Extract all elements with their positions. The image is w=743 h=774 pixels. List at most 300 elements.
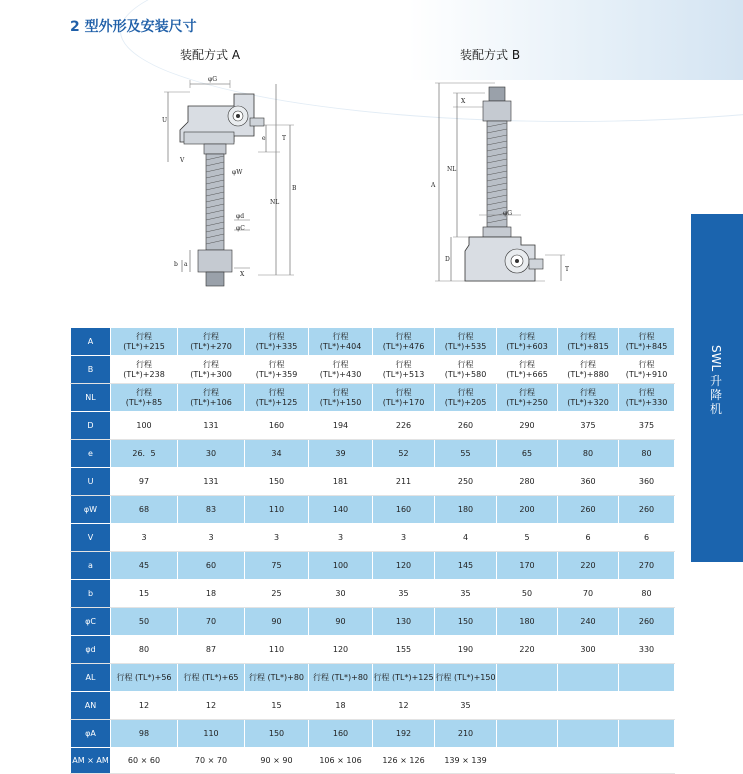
table-cell xyxy=(619,748,675,774)
cell-text-line: (TL*)+665 xyxy=(506,369,548,379)
table-cell xyxy=(435,384,497,412)
table-cell xyxy=(497,440,558,468)
table-cell xyxy=(497,468,558,496)
table-cell xyxy=(497,664,558,692)
table-cell xyxy=(373,692,435,720)
cell-text-line: 90 × 90 xyxy=(260,755,293,765)
cell-text-line: 12 xyxy=(138,700,150,710)
table-cell xyxy=(373,440,435,468)
table-cell xyxy=(435,608,497,636)
cell-text-line: 194 xyxy=(332,420,349,430)
cell-text-line: 139 × 139 xyxy=(444,755,487,765)
cell-text-line: 70 xyxy=(205,616,217,626)
cell-text-line: 行程 xyxy=(136,331,152,341)
table-cell xyxy=(435,748,497,774)
table-cell xyxy=(309,748,373,774)
cell-text-line: 300 xyxy=(580,644,596,654)
cell-text-line: 35 xyxy=(460,588,471,598)
cell-text-line: 行程 (TL*)+80 xyxy=(312,672,368,682)
table-cell xyxy=(558,748,619,774)
dim-label-u: U xyxy=(162,117,168,124)
cell-text-line: 6 xyxy=(585,532,591,542)
cell-text-line: 150 xyxy=(268,476,285,486)
table-cell xyxy=(178,580,245,608)
table-cell xyxy=(111,608,178,636)
cell-text-line: 行程 xyxy=(332,387,349,397)
dim-label-a: a xyxy=(184,261,188,268)
cell-text-line: (TL*)+250 xyxy=(506,397,548,407)
dim-label-c: φC xyxy=(236,225,245,232)
cell-text-line: 80 xyxy=(582,448,594,458)
row-header: V xyxy=(71,524,111,552)
cell-text-line: 18 xyxy=(205,588,217,598)
table-row xyxy=(71,692,675,720)
table-cell xyxy=(619,608,675,636)
cell-text-line: 行程 xyxy=(203,359,219,369)
table-cell xyxy=(619,356,675,384)
table-cell xyxy=(309,608,373,636)
table-cell xyxy=(619,384,675,412)
cell-text-line: 行程 xyxy=(268,331,285,341)
cell-text-line: 65 xyxy=(521,448,533,458)
cell-text-line: 30 xyxy=(205,448,217,458)
cell-text-line: 270 xyxy=(638,560,655,570)
table-cell xyxy=(178,356,245,384)
table-cell xyxy=(619,440,675,468)
cell-text-line: 3 xyxy=(337,532,344,542)
cell-text-line: 行程 xyxy=(580,331,596,341)
cell-text-line: 150 xyxy=(268,728,285,738)
cell-text-line: 140 xyxy=(332,504,349,514)
row-header: D xyxy=(71,412,111,440)
dim-label-t: T xyxy=(282,135,287,142)
cell-text-line: 30 xyxy=(335,588,346,598)
dim-label-g: φG xyxy=(208,76,217,83)
row-header: a xyxy=(71,552,111,580)
table-cell xyxy=(497,720,558,748)
cell-text-line: 330 xyxy=(638,644,655,654)
cell-text-line: 120 xyxy=(332,644,349,654)
cell-text-line: 80 xyxy=(641,588,652,598)
table-cell xyxy=(111,384,178,412)
table-cell xyxy=(111,720,178,748)
table-cell xyxy=(309,356,373,384)
cell-text-line: (TL*)+330 xyxy=(625,397,668,407)
table-cell xyxy=(178,608,245,636)
table-cell xyxy=(178,468,245,496)
cell-text-line: (TL*)+106 xyxy=(190,397,232,407)
cell-text-line: 260 xyxy=(580,504,596,514)
cell-text-line: 行程 xyxy=(519,359,535,369)
table-cell xyxy=(435,356,497,384)
cell-text-line: 34 xyxy=(271,448,282,458)
cell-text-line: 行程 xyxy=(332,359,349,369)
table-row xyxy=(71,608,675,636)
table-cell xyxy=(245,608,309,636)
cell-text-line: 260 xyxy=(638,504,655,514)
table-cell xyxy=(373,636,435,664)
table-cell xyxy=(619,496,675,524)
table-cell xyxy=(178,328,245,356)
cell-text-line: 160 xyxy=(268,420,285,430)
cell-text-line: 行程 xyxy=(457,331,474,341)
table-cell xyxy=(497,692,558,720)
table-cell xyxy=(558,524,619,552)
table-cell xyxy=(111,468,178,496)
cell-text-line: 55 xyxy=(460,448,471,458)
cell-text-line: (TL*)+125 xyxy=(255,397,298,407)
cell-text-line: 3 xyxy=(208,532,214,542)
table-row xyxy=(71,468,675,496)
cell-text-line: 210 xyxy=(457,728,474,738)
cell-text-line: 70 xyxy=(582,588,594,598)
dim-label-a-b: A xyxy=(431,182,436,189)
row-header: AN xyxy=(71,692,111,720)
table-cell xyxy=(558,608,619,636)
dim-label-b-upper: B xyxy=(292,185,297,192)
cell-text-line: 3 xyxy=(400,532,407,542)
table-cell xyxy=(245,636,309,664)
cell-text-line: 26．5 xyxy=(132,448,156,458)
table-cell xyxy=(245,720,309,748)
cell-text-line: 260 xyxy=(638,616,655,626)
cell-text-line: 80 xyxy=(138,644,150,654)
table-cell xyxy=(558,552,619,580)
table-cell xyxy=(178,524,245,552)
table-cell xyxy=(178,748,245,774)
table-cell xyxy=(373,748,435,774)
row-header: b xyxy=(71,580,111,608)
cell-text-line: 250 xyxy=(457,476,474,486)
table-cell xyxy=(558,468,619,496)
cell-text-line: 70 × 70 xyxy=(194,755,228,765)
cell-text-line: 90 xyxy=(271,616,282,626)
table-cell xyxy=(435,636,497,664)
cell-text-line: 行程 (TL*)+150 xyxy=(435,672,496,682)
cell-text-line: 60 × 60 xyxy=(127,755,161,765)
table-cell xyxy=(497,524,558,552)
cell-text-line: 375 xyxy=(580,420,596,430)
cell-text-line: 126 × 126 xyxy=(382,755,425,765)
table-cell xyxy=(178,412,245,440)
cell-text-line: 200 xyxy=(519,504,535,514)
table-cell xyxy=(111,580,178,608)
cell-text-line: 行程 (TL*)+80 xyxy=(248,672,304,682)
cell-text-line: 行程 xyxy=(519,331,535,341)
table-cell xyxy=(309,496,373,524)
table-cell xyxy=(497,384,558,412)
cell-text-line: (TL*)+335 xyxy=(255,341,298,351)
table-row xyxy=(71,720,675,748)
table-cell xyxy=(558,720,619,748)
cell-text-line: (TL*)+404 xyxy=(319,341,362,351)
table-cell xyxy=(309,552,373,580)
table-row xyxy=(71,440,675,468)
cell-text-line: 110 xyxy=(268,644,285,654)
cell-text-line: 220 xyxy=(580,560,596,570)
cell-text-line: 180 xyxy=(519,616,535,626)
cell-text-line: 行程 (TL*)+65 xyxy=(183,672,239,682)
table-cell xyxy=(178,720,245,748)
table-cell xyxy=(309,664,373,692)
cell-text-line: 106 × 106 xyxy=(319,755,362,765)
row-header: φW xyxy=(71,496,111,524)
row-header: AL xyxy=(71,664,111,692)
table-cell xyxy=(309,580,373,608)
cell-text-line: (TL*)+85 xyxy=(125,397,163,407)
cell-text-line: 131 xyxy=(203,420,219,430)
table-cell xyxy=(558,384,619,412)
table-cell xyxy=(245,384,309,412)
table-cell xyxy=(178,552,245,580)
cell-text-line: 211 xyxy=(395,476,412,486)
cell-text-line: 行程 xyxy=(638,387,655,397)
cell-text-line: 190 xyxy=(457,644,474,654)
cell-text-line: (TL*)+300 xyxy=(190,369,232,379)
cell-text-line: 170 xyxy=(519,560,535,570)
table-cell xyxy=(245,664,309,692)
table-row xyxy=(71,636,675,664)
cell-text-line: 160 xyxy=(332,728,349,738)
cell-text-line: 行程 xyxy=(332,331,349,341)
cell-text-line: 110 xyxy=(203,728,219,738)
cell-text-line: 35 xyxy=(398,588,409,598)
table-cell xyxy=(558,496,619,524)
cell-text-line: (TL*)+215 xyxy=(123,341,165,351)
cell-text-line: 131 xyxy=(203,476,219,486)
cell-text-line: 行程 xyxy=(395,359,412,369)
cell-text-line: 45 xyxy=(138,560,150,570)
dim-label-w: φW xyxy=(232,169,243,176)
cell-text-line: (TL*)+430 xyxy=(319,369,362,379)
table-cell xyxy=(309,468,373,496)
cell-text-line: 360 xyxy=(580,476,596,486)
table-cell xyxy=(373,384,435,412)
table-cell xyxy=(245,552,309,580)
cell-text-line: (TL*)+270 xyxy=(190,341,232,351)
cell-text-line: 100 xyxy=(332,560,349,570)
table-row xyxy=(71,748,675,774)
cell-text-line: 行程 xyxy=(457,387,474,397)
table-row xyxy=(71,524,675,552)
table-cell xyxy=(111,496,178,524)
table-cell xyxy=(619,412,675,440)
table-cell xyxy=(245,468,309,496)
cell-text-line: 行程 xyxy=(136,359,152,369)
cell-text-line: 52 xyxy=(398,448,409,458)
table-row xyxy=(71,412,675,440)
table-cell xyxy=(309,412,373,440)
cell-text-line: 90 xyxy=(335,616,346,626)
table-cell xyxy=(373,664,435,692)
cell-text-line: (TL*)+476 xyxy=(382,341,425,351)
row-header: B xyxy=(71,356,111,384)
cell-text-line: (TL*)+513 xyxy=(382,369,425,379)
cell-text-line: 155 xyxy=(395,644,412,654)
cell-text-line: 192 xyxy=(395,728,412,738)
table-cell xyxy=(497,412,558,440)
dim-label-b: b xyxy=(174,261,178,268)
table-cell xyxy=(435,412,497,440)
cell-text-line: 行程 xyxy=(203,387,219,397)
cell-text-line: 130 xyxy=(395,616,412,626)
cell-text-line: (TL*)+880 xyxy=(567,369,609,379)
dim-label-x: X xyxy=(240,271,245,278)
table-cell xyxy=(245,692,309,720)
cell-text-line: 行程 xyxy=(580,359,596,369)
cell-text-line: 180 xyxy=(457,504,474,514)
cell-text-line: 75 xyxy=(271,560,282,570)
cell-text-line: 240 xyxy=(580,616,596,626)
cell-text-line: 50 xyxy=(521,588,533,598)
cell-text-line: 12 xyxy=(205,700,217,710)
table-cell xyxy=(111,412,178,440)
table-cell xyxy=(111,692,178,720)
table-cell xyxy=(373,496,435,524)
cell-text-line: 160 xyxy=(395,504,412,514)
cell-text-line: (TL*)+815 xyxy=(567,341,609,351)
table-cell xyxy=(619,664,675,692)
table-cell xyxy=(497,580,558,608)
dim-label-nl: NL xyxy=(270,199,280,206)
table-cell xyxy=(111,328,178,356)
cell-text-line: 87 xyxy=(205,644,217,654)
table-cell xyxy=(245,496,309,524)
cell-text-line: 行程 xyxy=(457,359,474,369)
cell-text-line: 68 xyxy=(138,504,150,514)
table-row xyxy=(71,580,675,608)
cell-text-line: (TL*)+910 xyxy=(625,369,668,379)
dim-label-v: V xyxy=(180,157,185,164)
cell-text-line: (TL*)+238 xyxy=(123,369,165,379)
cell-text-line: 行程 xyxy=(395,331,412,341)
cell-text-line: 260 xyxy=(457,420,474,430)
cell-text-line: 行程 (TL*)+56 xyxy=(116,672,172,682)
cell-text-line: 12 xyxy=(398,700,409,710)
table-cell xyxy=(435,692,497,720)
cell-text-line: 83 xyxy=(205,504,217,514)
cell-text-line: 行程 xyxy=(395,387,412,397)
dim-label-g-b: φG xyxy=(503,210,512,217)
cell-text-line: 行程 (TL*)+125 xyxy=(373,672,434,682)
table-cell xyxy=(558,328,619,356)
table-cell xyxy=(178,384,245,412)
table-cell xyxy=(373,552,435,580)
side-tab-label xyxy=(706,345,726,416)
table-cell xyxy=(619,328,675,356)
cell-text-line: 290 xyxy=(519,420,535,430)
table-cell xyxy=(435,440,497,468)
table-cell xyxy=(245,328,309,356)
cell-text-line: 375 xyxy=(638,420,655,430)
side-tab-latin: SWL xyxy=(709,345,723,372)
cell-text-line: 145 xyxy=(457,560,474,570)
cell-text-line: 97 xyxy=(138,476,150,486)
table-cell xyxy=(435,468,497,496)
table-cell xyxy=(497,356,558,384)
dim-label-nl-b: NL xyxy=(447,166,457,173)
table-cell xyxy=(245,412,309,440)
cell-text-line: 行程 xyxy=(638,331,655,341)
cell-text-line: 5 xyxy=(524,532,530,542)
table-cell xyxy=(497,328,558,356)
table-cell xyxy=(373,328,435,356)
dim-label-d-b: D xyxy=(445,256,450,263)
table-cell xyxy=(111,664,178,692)
table-row xyxy=(71,356,675,384)
table-cell xyxy=(178,496,245,524)
row-header: U xyxy=(71,468,111,496)
table-cell xyxy=(435,720,497,748)
dim-label-e: e xyxy=(262,135,266,142)
assembly-b-drawing xyxy=(425,75,585,295)
table-cell xyxy=(373,356,435,384)
cell-text-line: 18 xyxy=(335,700,346,710)
cell-text-line: 35 xyxy=(460,700,471,710)
cell-text-line: 15 xyxy=(271,700,282,710)
table-cell xyxy=(497,496,558,524)
table-cell xyxy=(373,468,435,496)
table-cell xyxy=(245,524,309,552)
cell-text-line: (TL*)+580 xyxy=(444,369,487,379)
table-cell xyxy=(111,440,178,468)
table-cell xyxy=(435,664,497,692)
table-row xyxy=(71,384,675,412)
table-cell xyxy=(497,748,558,774)
row-header: e xyxy=(71,440,111,468)
table-cell xyxy=(373,580,435,608)
table-cell xyxy=(558,580,619,608)
cell-text-line: (TL*)+603 xyxy=(506,341,548,351)
table-cell xyxy=(111,748,178,774)
table-cell xyxy=(373,524,435,552)
table-cell xyxy=(309,720,373,748)
table-cell xyxy=(497,608,558,636)
table-cell xyxy=(178,636,245,664)
table-cell xyxy=(373,720,435,748)
table-cell xyxy=(619,692,675,720)
cell-text-line: (TL*)+320 xyxy=(567,397,609,407)
cell-text-line: 226 xyxy=(395,420,412,430)
table-cell xyxy=(309,636,373,664)
table-cell xyxy=(309,440,373,468)
diagram-b-caption: 装配方式 B xyxy=(460,48,521,62)
cell-text-line: 39 xyxy=(335,448,346,458)
table-cell xyxy=(497,552,558,580)
row-header: φd xyxy=(71,636,111,664)
table-cell xyxy=(558,440,619,468)
cell-text-line: 行程 xyxy=(268,359,285,369)
row-header: φC xyxy=(71,608,111,636)
cell-text-line: 行程 xyxy=(519,387,535,397)
cell-text-line: 3 xyxy=(141,532,147,542)
dim-label-d: φd xyxy=(236,213,245,220)
cell-text-line: 25 xyxy=(271,588,282,598)
table-cell xyxy=(111,552,178,580)
row-header: A xyxy=(71,328,111,356)
cell-text-line: 181 xyxy=(332,476,349,486)
table-cell xyxy=(309,692,373,720)
cell-text-line: (TL*)+359 xyxy=(255,369,298,379)
table-cell xyxy=(178,440,245,468)
table-cell xyxy=(558,636,619,664)
table-cell xyxy=(245,440,309,468)
table-cell xyxy=(497,636,558,664)
table-cell xyxy=(558,412,619,440)
cell-text-line: (TL*)+150 xyxy=(319,397,362,407)
table-cell xyxy=(309,524,373,552)
table-cell xyxy=(435,496,497,524)
